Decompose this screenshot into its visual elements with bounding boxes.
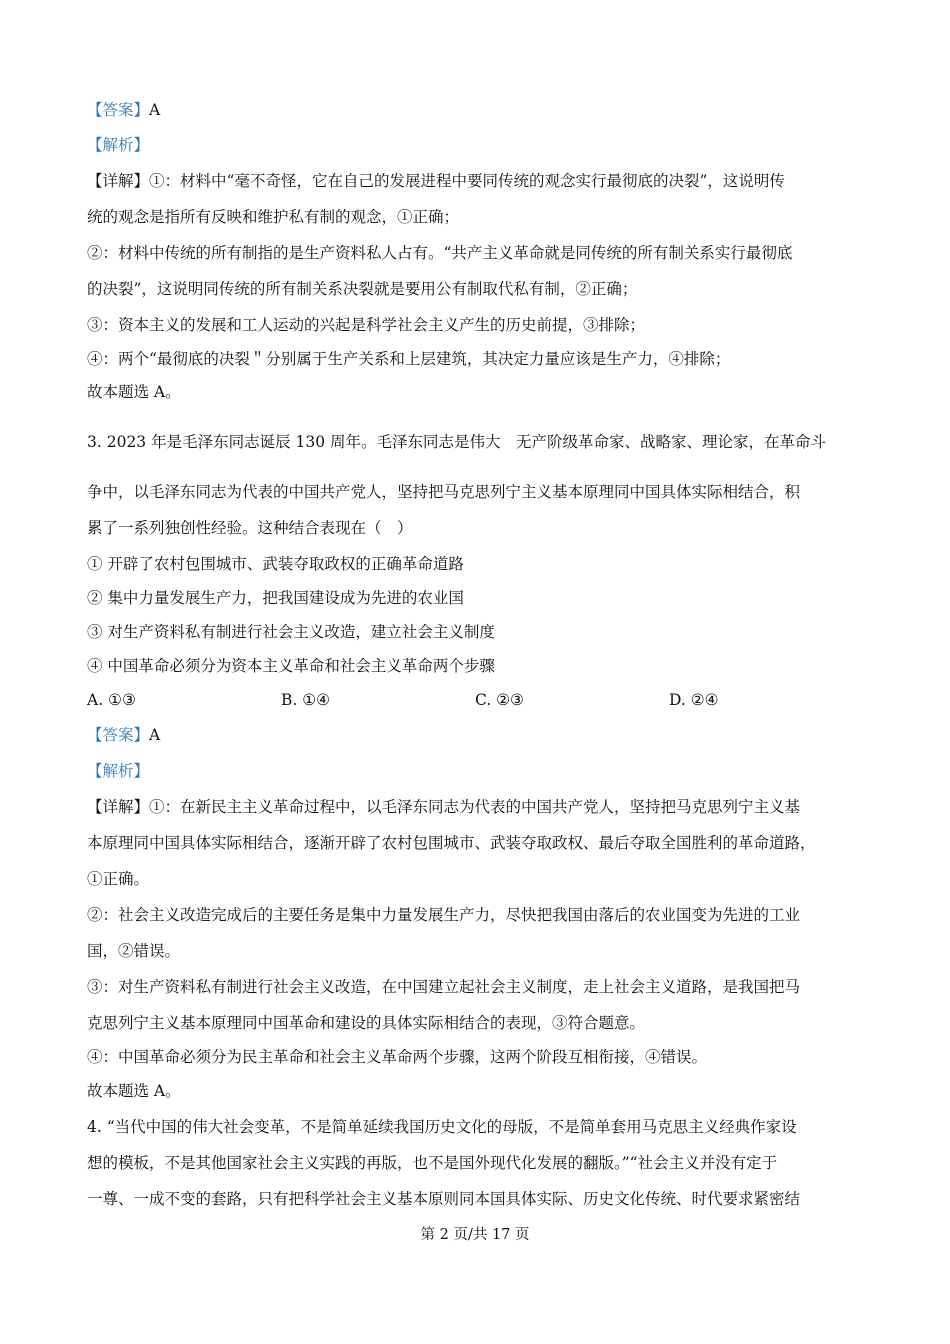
q3-answer-line <box>87 724 160 746</box>
answer-value: A <box>149 726 161 744</box>
q3-item-1: ① 开辟了农村包围城市、武装夺取政权的正确革命道路 <box>87 555 464 573</box>
q3-stem-line-2: 争中，以毛泽东同志为代表的中国共产党人，坚持把马克思列宁主义基本原理同中国具体实际相结合，积 <box>87 483 801 501</box>
q4-stem-line-1: 4. “当代中国的伟大社会变革，不是简单延续我国历史文化的母版，不是简单套用马克思主义经典作家设 <box>87 1118 797 1136</box>
detail-text: ①：在新民主主义革命过程中，以毛泽东同志为代表的中国共产党人，坚持把马克思列宁主义基 <box>149 798 801 816</box>
answer-tag: 【答案】 <box>87 726 150 744</box>
page-footer: 第 2 页/共 17 页 <box>420 1227 530 1243</box>
q2-detail-line-3: ②：材料中传统的所有制指的是生产资料私人占有。“共产主义革命就是同传统的所有制关系实行最彻底 <box>87 244 793 262</box>
q3-option-a: A. ①③ <box>87 691 136 709</box>
q3-item-3: ③ 对生产资料私有制进行社会主义改造，建立社会主义制度 <box>87 623 495 641</box>
answer-tag: 【答案】 <box>87 101 150 119</box>
q3-option-d: D. ②④ <box>669 691 719 709</box>
q2-detail-line-1 <box>87 170 785 192</box>
q3-stem-line-1: 3. 2023 年是毛泽东同志诞辰 130 周年。毛泽东同志是伟大 无产阶级革命家、战略家、理论家，在革命斗 <box>87 433 827 451</box>
q2-detail-line-4: 的决裂”，这说明同传统的所有制关系决裂就是要用公有制取代私有制，②正确； <box>87 280 638 298</box>
answer-value: A <box>149 101 161 119</box>
q3-detail-line-7: 克思列宁主义基本原理同中国革命和建设的具体实际相结合的表现，③符合题意。 <box>87 1014 646 1032</box>
q3-detail-line-5: 国，②错误。 <box>87 942 181 960</box>
q2-detail-line-2: 统的观念是指所有反映和维护私有制的观念，①正确； <box>87 208 460 226</box>
q2-answer-line <box>87 99 160 121</box>
detail-tag: 【详解】 <box>87 798 150 816</box>
q3-detail-line-6: ③：对生产资料私有制进行社会主义改造，在中国建立起社会主义制度，走上社会主义道路，是我国把马 <box>87 978 801 996</box>
q3-detail-line-1 <box>87 796 800 818</box>
analysis-tag: 【解析】 <box>87 136 150 154</box>
q3-detail-line-2: 本原理同中国具体实际相结合，逐渐开辟了农村包围城市、武装夺取政权、最后夺取全国胜利的革命道路， <box>87 834 816 852</box>
q3-detail-line-8: ④：中国革命必须分为民主革命和社会主义革命两个步骤，这两个阶段互相衔接，④错误。 <box>87 1048 708 1066</box>
q3-conclusion: 故本题选 A。 <box>87 1082 181 1100</box>
q4-stem-line-2: 想的模板，不是其他国家社会主义实践的再版，也不是国外现代化发展的翻版。”“社会主义并没有定于 <box>87 1154 778 1172</box>
q3-item-2: ② 集中力量发展生产力，把我国建设成为先进的农业国 <box>87 589 464 607</box>
analysis-tag: 【解析】 <box>87 762 150 780</box>
q4-stem-line-3: 一尊、一成不变的套路，只有把科学社会主义基本原则同本国具体实际、历史文化传统、时代要求紧密结 <box>87 1190 801 1208</box>
q3-detail-line-4: ②：社会主义改造完成后的主要任务是集中力量发展生产力，尽快把我国由落后的农业国变为先进的工业 <box>87 906 801 924</box>
q2-detail-line-6: ④：两个“最彻底的决裂＂分别属于生产关系和上层建筑，其决定力量应该是生产力，④排除； <box>87 350 731 368</box>
q2-conclusion: 故本题选 A。 <box>87 383 181 401</box>
detail-tag: 【详解】 <box>87 172 150 190</box>
detail-text: ①：材料中“毫不奇怪，它在自己的发展进程中要同传统的观念实行最彻底的决裂”，这说明传 <box>149 172 785 190</box>
q3-option-c: C. ②③ <box>475 691 524 709</box>
q3-detail-line-3: ①正确。 <box>87 870 150 888</box>
q2-detail-line-5: ③：资本主义的发展和工人运动的兴起是科学社会主义产生的历史前提，③排除； <box>87 316 646 334</box>
q3-item-4: ④ 中国革命必须分为资本主义革命和社会主义革命两个步骤 <box>87 657 495 675</box>
q3-stem-line-3: 累了一系列独创性经验。这种结合表现在（ ） <box>87 519 413 537</box>
q3-option-b: B. ①④ <box>281 691 331 709</box>
